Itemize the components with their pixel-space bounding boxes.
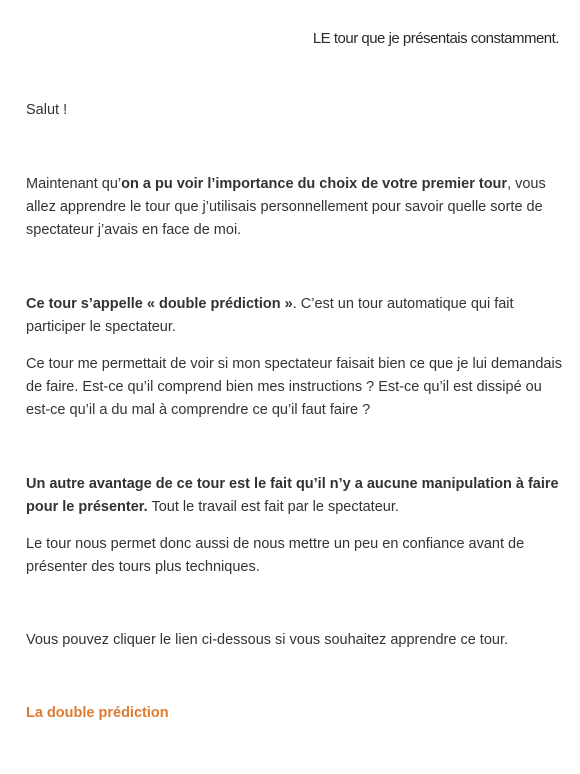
- paragraph-2-post: . C’est un tour automatique qui fait participer le spectateur.: [26, 296, 514, 335]
- paragraph-4-post: Tout le travail est fait par le spectateur.: [147, 499, 399, 515]
- paragraph-5: Le tour nous permet donc aussi de nous mettre un peu en confiance avant de présenter des tours plus techniques.: [26, 536, 525, 575]
- paragraph-4: [26, 473, 562, 519]
- paragraph-1-bold: on a pu voir l’importance du choix de votre premier tour: [121, 176, 508, 192]
- paragraph-2: [26, 293, 562, 339]
- paragraph-1-pre: Maintenant qu’: [26, 176, 122, 192]
- greeting-text: Salut !: [26, 102, 68, 118]
- paragraph-2-bold: Ce tour s’appelle « double prédiction »: [26, 296, 293, 312]
- paragraph-1-post: , vous allez apprendre le tour que j’utilisais personnellement pour savoir quelle sorte de spectateur j’avais en face de moi.: [26, 176, 546, 238]
- header-title: LE tour que je présentais constamment.: [312, 30, 559, 47]
- paragraph-1: [26, 173, 562, 242]
- double-prediction-link[interactable]: La double prédiction: [26, 705, 169, 721]
- paragraph-4-bold: Un autre avantage de ce tour est le fait qu’il n’y a aucune manipulation à faire pour le présenter.: [26, 476, 559, 515]
- paragraph-3: Ce tour me permettait de voir si mon spectateur faisait bien ce que je lui demandais de faire. Est-ce qu’il comprend bien mes instructions ? Est-ce qu’il est dissipé ou est-ce qu’il a du mal à comprendre ce qu’il faut faire ?: [26, 356, 562, 418]
- paragraph-6: Vous pouvez cliquer le lien ci-dessous si vous souhaitez apprendre ce tour.: [26, 632, 509, 648]
